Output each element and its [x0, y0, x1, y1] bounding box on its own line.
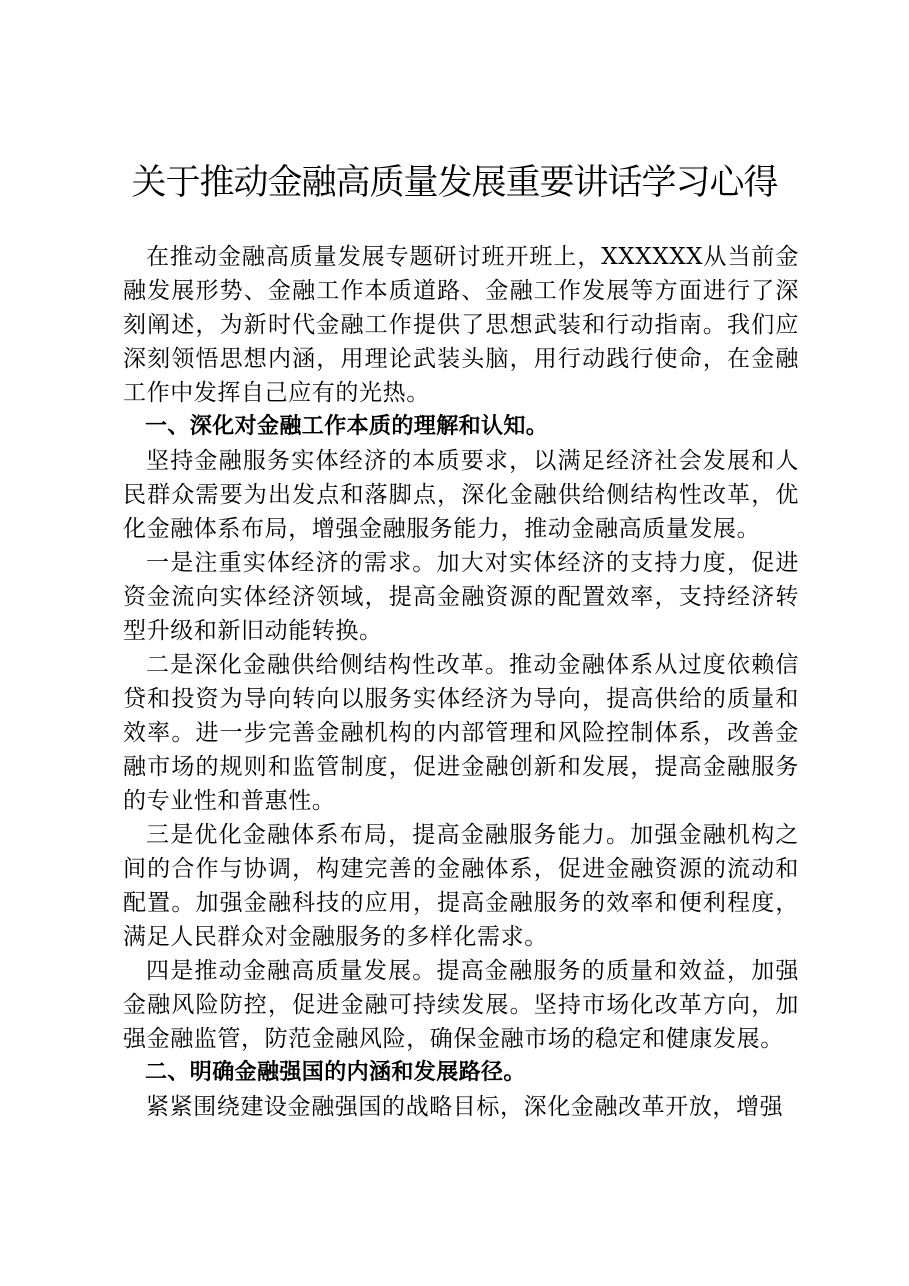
body-paragraph: 紧紧围绕建设金融强国的战略目标，深化金融改革开放，增强	[146, 1094, 784, 1120]
document-body	[123, 240, 799, 1124]
document-title: 关于推动金融高质量发展重要讲话学习心得	[131, 163, 778, 203]
body-paragraph: 三是优化金融体系布局，提高金融服务能力。加强金融机构之间的合作与协调，构建完善的金融体系，促进金融资源的流动和配置。加强金融科技的应用，提高金融服务的效率和便利程度，满足人民群众对金融服务的多样化需求。	[123, 822, 799, 950]
section-heading-1: 一、深化对金融工作本质的理解和认知。	[145, 414, 549, 439]
body-paragraph: 坚持金融服务实体经济的本质要求，以满足经济社会发展和人民群众需要为出发点和落脚点，深化金融供给侧结构性改革，优化金融体系布局，增强金融服务能力，推动金融高质量发展。	[123, 448, 799, 542]
section-heading-2: 二、明确金融强国的内涵和发展路径。	[145, 1060, 526, 1085]
body-paragraph: 四是推动金融高质量发展。提高金融服务的质量和效益，加强金融风险防控，促进金融可持续发展。坚持市场化改革方向，加强金融监管，防范金融风险，确保金融市场的稳定和健康发展。	[123, 958, 799, 1052]
body-paragraph: 二是深化金融供给侧结构性改革。推动金融体系从过度依赖信贷和投资为导向转向以服务实体经济为导向，提高供给的质量和效率。进一步完善金融机构的内部管理和风险控制体系，改善金融市场的规则和监管制度，促进金融创新和发展，提高金融服务的专业性和普惠性。	[123, 652, 799, 814]
body-paragraph: 一是注重实体经济的需求。加大对实体经济的支持力度，促进资金流向实体经济领域，提高金融资源的配置效率，支持经济转型升级和新旧动能转换。	[123, 550, 799, 644]
intro-paragraph: 在推动金融高质量发展专题研讨班开班上，XXXXXX从当前金融发展形势、金融工作本质道路、金融工作发展等方面进行了深刻阐述，为新时代金融工作提供了思想武装和行动指南。我们应深刻领悟思想内涵，用理论武装头脑，用行动践行使命，在金融工作中发挥自己应有的光热。	[123, 244, 799, 406]
